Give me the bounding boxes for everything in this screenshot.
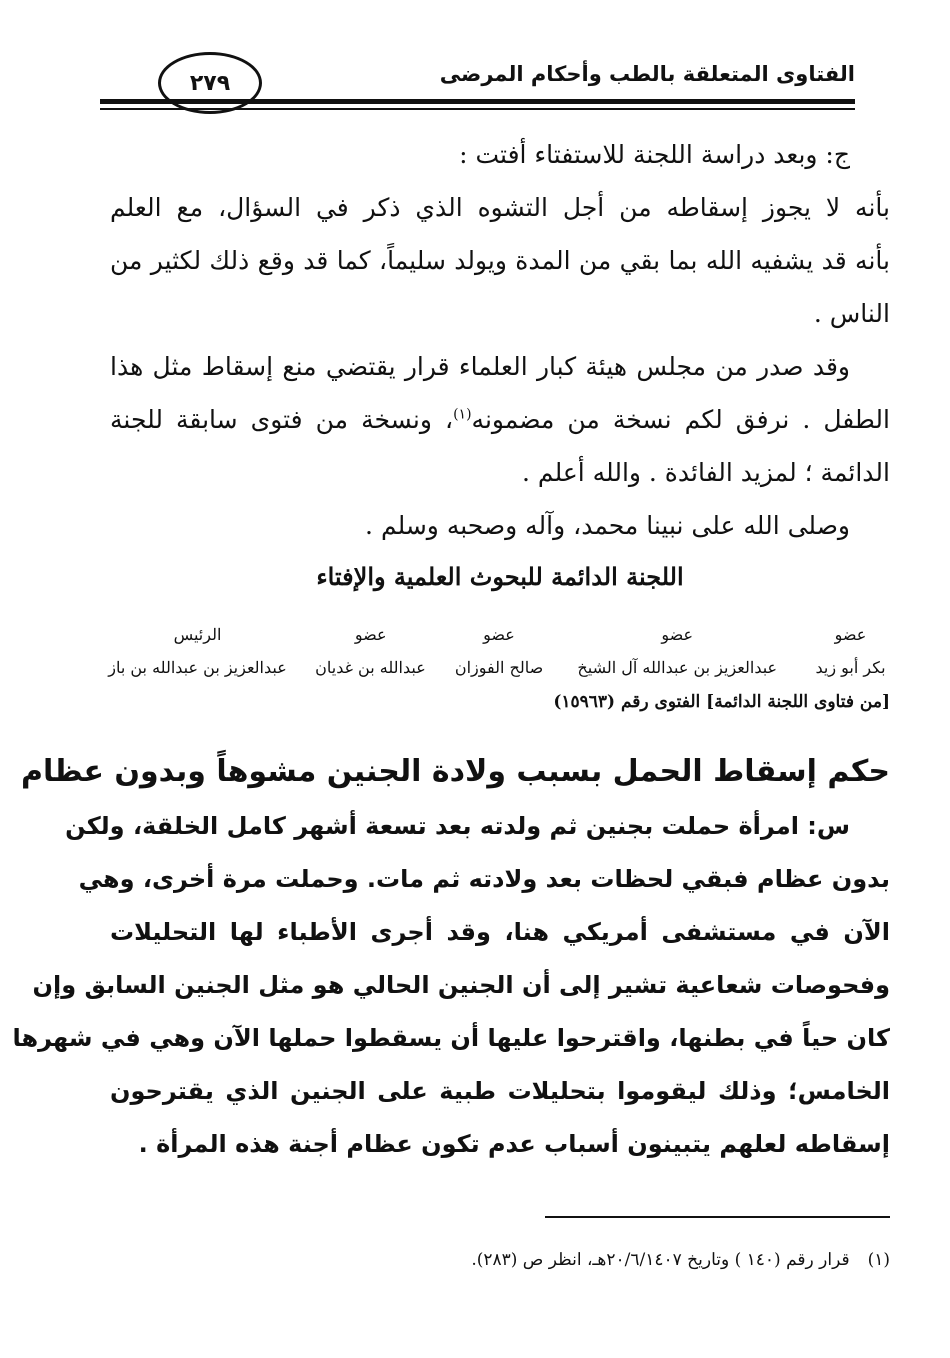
answer-block — [110, 128, 890, 552]
signatory-role: عضو — [834, 625, 867, 644]
question-line: الخامس؛ وذلك ليقوموا بتحليلات طبية على الجنين الذي يقترحون — [110, 1077, 890, 1105]
signatory-name: بكر أبو زيد — [815, 658, 886, 677]
answer-line: ج: وبعد دراسة اللجنة للاستفتاء أفتت : — [459, 140, 850, 169]
answer-line: بأنه لا يجوز إسقاطه من أجل التشوه الذي ذكر في السؤال، مع العلم — [110, 193, 890, 222]
footnote-marker: (١) — [867, 1250, 890, 1270]
signatory-role: عضو — [483, 625, 515, 644]
signatory-name: عبدالعزيز بن عبدالله بن باز — [108, 658, 287, 677]
signatory-name: عبدالعزيز بن عبدالله آل الشيخ — [577, 658, 778, 677]
page-number: ٢٧٩ — [189, 70, 231, 96]
committee-name: اللجنة الدائمة للبحوث العلمية والإفتاء — [316, 562, 684, 591]
question-line: بدون عظام فبقي لحظات بعد ولادته ثم مات. وحملت مرة أخرى، وهي — [78, 865, 890, 893]
header-rule-thick — [100, 99, 855, 104]
signatory-role: عضو — [661, 625, 694, 644]
signatory-role: عضو — [354, 625, 387, 644]
footnote-divider — [545, 1216, 890, 1218]
answer-line: الدائمة ؛ لمزيد الفائدة . والله أعلم . — [522, 458, 890, 487]
answer-text: ، ونسخة من فتوى سابقة للجنة — [110, 405, 454, 434]
fatwa-source-reference: [من فتاوى اللجنة الدائمة] الفتوى رقم (١٥٩٦٣) — [553, 692, 890, 712]
question-block — [12, 800, 890, 1171]
header-rule-thin — [100, 108, 855, 110]
signatory-role: الرئيس — [173, 625, 222, 644]
closing-prayer: وصلى الله على نبينا محمد، وآله وصحبه وسلم . — [365, 511, 850, 540]
question-line: كان حياً في بطنها، واقترحوا عليها أن يسقطوا حملها الآن وهي في شهرها — [12, 1024, 890, 1052]
question-line: إسقاطه لعلهم يتبينون أسباب عدم تكون عظام أجنة هذه المرأة . — [138, 1130, 890, 1158]
footnote-text: قرار رقم (١٤٠ ) وتاريخ ٢٠/٦/١٤٠٧هـ، انظر ص (٢٨٣). — [471, 1250, 850, 1270]
question-line: الآن في مستشفى أمريكي هنا، وقد أجرى الأطباء لها التحليلات — [110, 918, 890, 946]
question-line: وفحوصات شعاعية تشير إلى أن الجنين الحالي هو مثل الجنين السابق وإن — [32, 971, 890, 999]
answer-line-with-footnote — [110, 393, 890, 446]
question-line: س: امرأة حملت بجنين ثم ولدته بعد تسعة أشهر كامل الخلقة، ولكن — [65, 812, 850, 840]
answer-text: الطفل . نرفق لكم نسخة من مضمونه — [471, 405, 890, 434]
running-title: الفتاوى المتعلقة بالطب وأحكام المرضى — [439, 62, 855, 86]
signature-roles — [100, 625, 898, 644]
footnote — [110, 1250, 890, 1270]
answer-line: وقد صدر من مجلس هيئة كبار العلماء قرار يقتضي منع إسقاط مثل هذا — [110, 352, 850, 381]
footnote-reference: (١) — [453, 406, 472, 423]
signatory-name: عبدالله بن غديان — [315, 658, 426, 677]
section-title: حكم إسقاط الحمل بسبب ولادة الجنين مشوهاً وبدون عظام — [21, 754, 890, 789]
page-number-badge — [158, 52, 262, 114]
signature-names — [100, 658, 898, 677]
answer-line: الناس . — [813, 299, 890, 328]
answer-line: بأنه قد يشفيه الله بما بقي من المدة ويولد سليماً، كما قد وقع ذلك لكثير من — [110, 246, 890, 275]
signatory-name: صالح الفوزان — [454, 658, 544, 677]
